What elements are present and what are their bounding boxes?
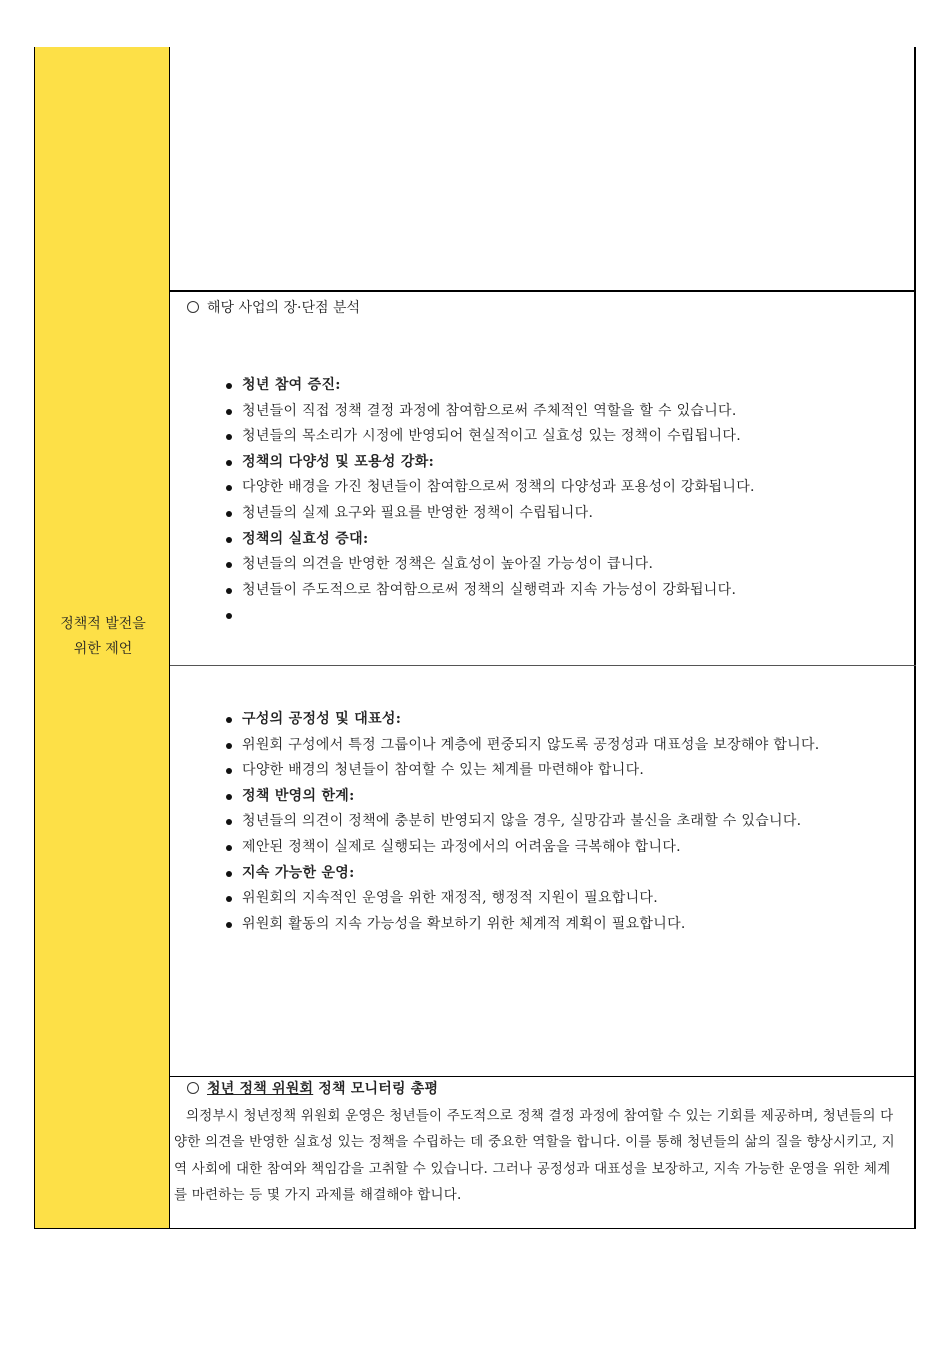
bullet-text: 청년들의 목소리가 시정에 반영되어 현실적이고 실효성 있는 정책이 수립됩니다.: [242, 428, 741, 445]
bullet-item: [170, 578, 914, 604]
bullet-dot-icon: [226, 896, 232, 902]
bullet-text: 지속 가능한 운영:: [242, 864, 355, 881]
summary-title-row: [174, 1076, 918, 1103]
bullet-dot-icon: [226, 537, 232, 543]
bullet-dot-icon: [226, 922, 232, 928]
row-divider-1: [170, 290, 916, 292]
bullet-dot-icon: [226, 460, 232, 466]
bullet-item: [170, 835, 914, 861]
bullet-item: [170, 399, 914, 425]
bullet-item: [170, 707, 914, 733]
bullet-item: [170, 886, 914, 912]
cons-list: [170, 707, 914, 937]
summary-body: 의정부시 청년정책 위원회 운영은 청년들이 주도적으로 정책 결정 과정에 참여할 수 있는 기회를 제공하며, 청년들의 다양한 의견을 반영한 실효성 있는 정책을 수립하는 데 중요한 역할을 합니다. 이를 통해 청년들의 삶의 질을 향상시키고, 지역 사회에 대한 참여와 책임감을 고취할 수 있습니다. 그러나 공정성과 대표성을 보장하고, 지속 가능한 운영을 위한 체계를 마련하는 등 몇 가지 과제를 해결해야 합니다.: [174, 1107, 895, 1203]
bullet-text: 구성의 공정성 및 대표성:: [242, 711, 402, 727]
bullet-dot-icon: [226, 743, 232, 749]
bullet-dot-icon: [226, 768, 232, 774]
bullet-dot-icon: [226, 511, 232, 517]
bullet-item: [170, 527, 914, 553]
bullet-text: 다양한 배경의 청년들이 참여할 수 있는 체계를 마련해야 합니다.: [242, 762, 645, 779]
bullet-item: [170, 475, 914, 501]
bullet-dot-icon: [226, 434, 232, 440]
bullet-text: 제안된 정책이 실제로 실행되는 과정에서의 어려움을 극복해야 합니다.: [242, 838, 681, 855]
bullet-text: 청년들의 의견이 정책에 충분히 반영되지 않을 경우, 실망감과 불신을 초래할 수 있습니다.: [242, 813, 802, 830]
bullet-item: [170, 733, 914, 759]
bullet-text: 정책의 실효성 증대:: [242, 530, 369, 547]
circle-icon: [187, 301, 199, 313]
side-label: [35, 612, 171, 662]
circle-icon: [187, 1082, 199, 1094]
bullet-text: 위원회 구성에서 특정 그룹이나 계층에 편중되지 않도록 공정성과 대표성을 보장해야 합니다.: [242, 736, 820, 753]
bullet-item: [170, 501, 914, 527]
bullet-text: 청년들이 직접 정책 결정 과정에 참여함으로써 주체적인 역할을 할 수 있습니다.: [242, 402, 737, 419]
analysis-cell: [170, 297, 914, 603]
bullet-text: 위원회 활동의 지속 가능성을 확보하기 위한 체계적 계획이 필요합니다.: [242, 915, 686, 932]
bullet-item: [170, 424, 914, 450]
bullet-dot-icon: [226, 562, 232, 568]
side-label-line-2: 위한 제언: [73, 641, 133, 657]
row-divider-2: [170, 665, 916, 666]
pros-list: [170, 373, 914, 603]
bullet-item: [170, 912, 914, 938]
bullet-item: [170, 809, 914, 835]
bullet-dot-icon: [226, 794, 232, 800]
cons-cell: [170, 707, 914, 937]
bullet-dot-icon: [226, 485, 232, 491]
policy-table: [34, 47, 916, 1229]
bullet-item: [170, 552, 914, 578]
bullet-text: 청년들의 의견을 반영한 정책은 실효성이 높아질 가능성이 큽니다.: [242, 556, 654, 573]
bullet-item: [170, 861, 914, 887]
bullet-item: [170, 373, 914, 399]
summary-title-rest: 정책 모니터링 총평: [313, 1081, 439, 1097]
bullet-dot-icon: [226, 717, 232, 723]
bullet-dot-icon: [226, 588, 232, 594]
summary-cell: [170, 1076, 918, 1209]
side-label-line-1: 정책적 발전을: [60, 616, 146, 632]
bullet-text: 위원회의 지속적인 운영을 위한 재정적, 행정적 지원이 필요합니다.: [242, 890, 658, 907]
bullet-dot-icon: [226, 383, 232, 389]
analysis-title: 해당 사업의 장·단점 분석: [207, 300, 361, 316]
bullet-item: [170, 784, 914, 810]
bullet-text: 정책의 다양성 및 포용성 강화:: [242, 453, 435, 470]
bullet-text: 청년들이 주도적으로 참여함으로써 정책의 실행력과 지속 가능성이 강화됩니다.: [242, 581, 737, 598]
analysis-title-row: [170, 297, 914, 317]
summary-title-underlined: 청년 정책 위원회: [207, 1081, 314, 1097]
bullet-text: 청년들의 실제 요구와 필요를 반영한 정책이 수립됩니다.: [242, 504, 594, 521]
bullet-text: 정책 반영의 한계:: [242, 787, 355, 804]
bullet-item: [170, 450, 914, 476]
table-bottom-border: [170, 1228, 916, 1229]
bullet-dot-icon: [226, 845, 232, 851]
bullet-text: 청년 참여 증진:: [242, 377, 341, 393]
bullet-dot-icon: [226, 871, 232, 877]
bullet-text: 다양한 배경을 가진 청년들이 참여함으로써 정책의 다양성과 포용성이 강화됩니다.: [242, 479, 755, 496]
bullet-item: [170, 758, 914, 784]
side-label-cell: [34, 47, 170, 1229]
bullet-dot-icon: [226, 613, 232, 619]
bullet-dot-icon: [226, 409, 232, 415]
bullet-dot-icon: [226, 819, 232, 825]
table-right-border: [914, 47, 916, 1229]
